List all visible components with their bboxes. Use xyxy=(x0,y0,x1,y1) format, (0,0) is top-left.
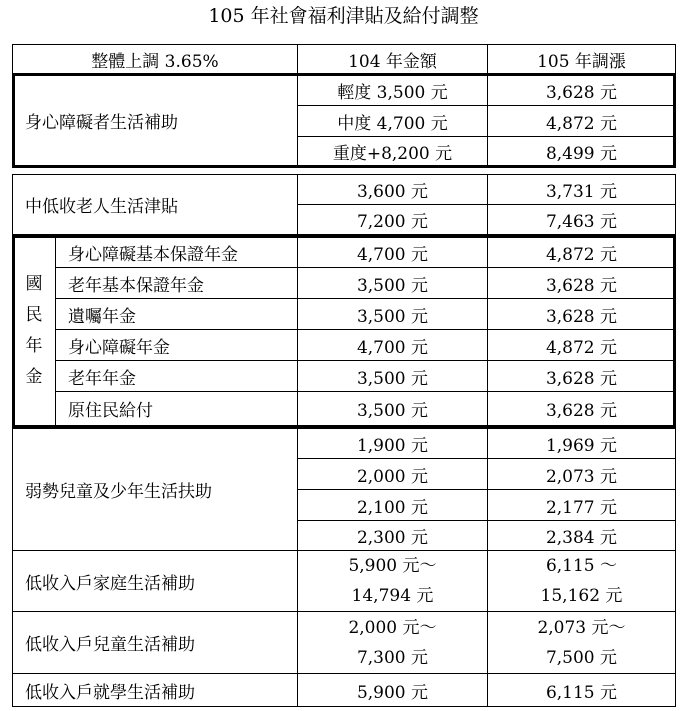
pension-group-char: 民 xyxy=(25,305,43,325)
low-income-family-label: 低收入戶家庭生活補助 xyxy=(12,550,298,612)
disability-living-amt104-severe: 重度+8,200 元 xyxy=(297,136,488,167)
disability-living-amt105-moderate: 4,872 元 xyxy=(487,105,676,137)
low-income-child-amt104 xyxy=(297,611,488,674)
children-amt105-4: 2,384 元 xyxy=(487,520,676,551)
pension-group-char: 金 xyxy=(25,367,43,387)
children-amt105-2: 2,073 元 xyxy=(487,458,676,490)
pension-amt104-elderly-basic: 3,500 元 xyxy=(297,267,488,299)
low-income-family-amt104-line1: 5,900 元～ xyxy=(348,556,437,576)
disability-living-amt104-mild: 輕度 3,500 元 xyxy=(297,74,488,106)
children-amt105-3: 2,177 元 xyxy=(487,489,676,521)
low-income-child-amt104-line1: 2,000 元～ xyxy=(348,617,437,638)
low-income-child-label: 低收入戶兒童生活補助 xyxy=(12,611,298,674)
pension-label-indigenous: 原住民給付 xyxy=(55,391,298,426)
elderly-amt105-2: 7,463 元 xyxy=(487,204,676,235)
children-amt104-1: 1,900 元 xyxy=(297,428,488,459)
children-label: 弱勢兒童及少年生活扶助 xyxy=(12,428,298,551)
pension-group-char: 國 xyxy=(25,274,43,294)
pension-label-elderly-basic: 老年基本保證年金 xyxy=(55,267,298,299)
page-title: 105 年社會福利津貼及給付調整 xyxy=(208,5,479,27)
disability-living-amt105-mild: 3,628 元 xyxy=(487,74,676,106)
pension-label-disability-basic: 身心障礙基本保證年金 xyxy=(55,236,298,268)
low-income-family-amt104 xyxy=(297,550,488,612)
disability-living-amt104-moderate: 中度 4,700 元 xyxy=(297,105,488,137)
pension-amt105-elderly-basic: 3,628 元 xyxy=(487,267,676,299)
pension-amt105-survivor: 3,628 元 xyxy=(487,298,676,330)
pension-group-label xyxy=(12,236,56,426)
pension-amt104-indigenous: 3,500 元 xyxy=(297,391,488,426)
low-income-family-amt105-line2: 15,162 元 xyxy=(540,586,623,606)
pension-amt104-disability-basic: 4,700 元 xyxy=(297,236,488,268)
children-amt104-3: 2,100 元 xyxy=(297,489,488,521)
low-income-family-amt105-line1: 6,115 ～ xyxy=(545,556,618,576)
low-income-child-amt104-line2: 7,300 元 xyxy=(356,647,429,668)
pension-amt104-disability: 4,700 元 xyxy=(297,329,488,361)
elderly-label: 中低收老人生活津貼 xyxy=(12,174,298,235)
low-income-child-amt105-line2: 7,500 元 xyxy=(545,647,618,668)
elderly-amt104-2: 7,200 元 xyxy=(297,204,488,235)
header-105: 105 年調漲 xyxy=(487,44,676,75)
pension-group-char: 年 xyxy=(25,336,43,356)
low-income-school-label: 低收入戶就學生活補助 xyxy=(12,673,298,707)
low-income-school-amt104: 5,900 元 xyxy=(297,673,488,707)
pension-label-survivor: 遺囑年金 xyxy=(55,298,298,330)
children-amt104-4: 2,300 元 xyxy=(297,520,488,551)
pension-amt105-indigenous: 3,628 元 xyxy=(487,391,676,426)
header-104: 104 年金額 xyxy=(297,44,488,75)
low-income-child-amt105 xyxy=(487,611,676,674)
children-amt105-1: 1,969 元 xyxy=(487,428,676,459)
low-income-child-amt105-line1: 2,073 元～ xyxy=(537,617,626,638)
header-note: 整體上調 3.65% xyxy=(12,44,298,75)
pension-amt105-elderly: 3,628 元 xyxy=(487,360,676,392)
low-income-family-amt105 xyxy=(487,550,676,612)
low-income-school-amt105: 6,115 元 xyxy=(487,673,676,707)
elderly-amt105-1: 3,731 元 xyxy=(487,174,676,205)
pension-amt105-disability: 4,872 元 xyxy=(487,329,676,361)
disability-living-label: 身心障礙者生活補助 xyxy=(12,74,298,167)
pension-amt104-elderly: 3,500 元 xyxy=(297,360,488,392)
pension-label-disability: 身心障礙年金 xyxy=(55,329,298,361)
low-income-family-amt104-line2: 14,794 元 xyxy=(351,586,434,606)
disability-living-amt105-severe: 8,499 元 xyxy=(487,136,676,167)
welfare-table xyxy=(12,44,676,707)
pension-amt104-survivor: 3,500 元 xyxy=(297,298,488,330)
elderly-amt104-1: 3,600 元 xyxy=(297,174,488,205)
children-amt104-2: 2,000 元 xyxy=(297,458,488,490)
pension-amt105-disability-basic: 4,872 元 xyxy=(487,236,676,268)
pension-label-elderly: 老年年金 xyxy=(55,360,298,392)
